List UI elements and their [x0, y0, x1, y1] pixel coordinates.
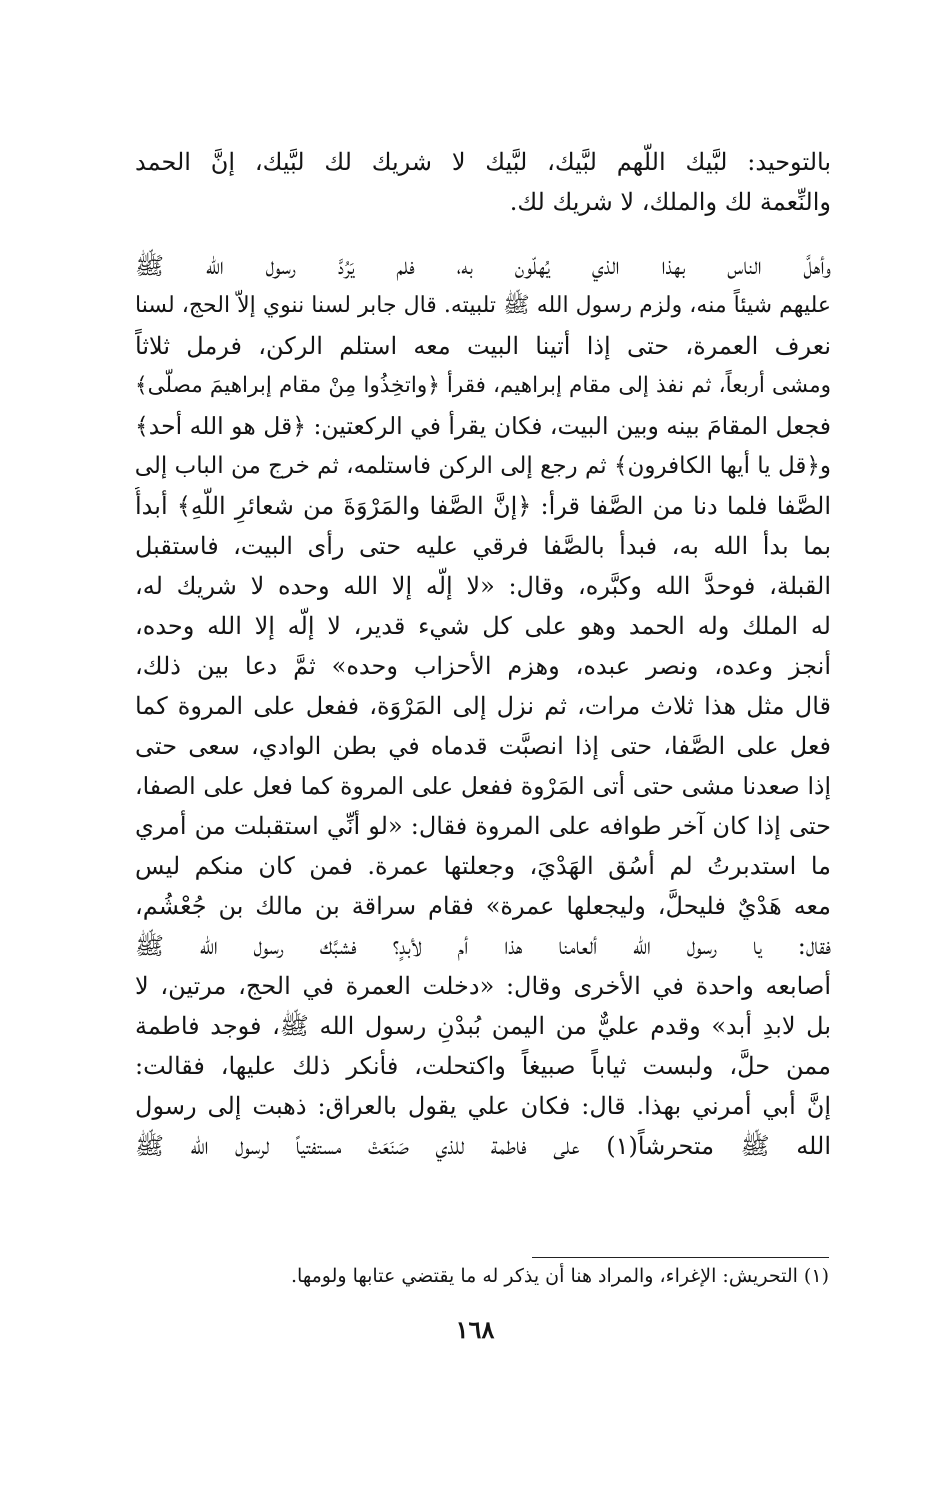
text-line: فقال: يا رسول الله ألعامنا هذا أم لأبدٍ؟ فشبَّك رسول الله ﷺ — [135, 932, 831, 960]
text-line: بالتوحيد: لبَّيك اللّهم لبَّيك، لبَّيك لا شريك لك لبَّيك، إنَّ الحمد — [135, 148, 831, 176]
text-line: حتى إذا كان آخر طوافه على المروة فقال: «لو أنِّي استقبلت من أمري — [135, 812, 831, 840]
text-line: الصَّفا فلما دنا من الصَّفا قرأ: ﴿إنَّ الصَّفا والمَرْوَةَ من شعائرِ اللّهِ﴾ أبدأُ — [135, 492, 831, 520]
text-line: ممن حلَّ، ولبست ثياباً صبيغاً واكتحلت، فأنكر ذلك عليها، فقالت: — [135, 1052, 831, 1080]
text-line: والنِّعمة لك والملك، لا شريك لك. — [509, 188, 831, 216]
text-line: بل لابدِ أبد» وقدم عليٌّ من اليمن بُبدْنِ رسول الله ﷺ، فوجد فاطمة — [135, 1012, 831, 1040]
text-line: ما استدبرتُ لم أسُق الهَدْيَ، وجعلتها عمرة. فمن كان منكم ليس — [135, 852, 831, 880]
text-line: ومشى أربعاً، ثم نفذ إلى مقام إبراهيم، فقرأ ﴿واتخِذُوا مِنْ مقام إبراهيمَ مصلّى﴾ — [135, 373, 831, 398]
text-line: الله ﷺ متحرشاً(١) على فاطمة للذي صَنَعَتْ مستفتياً لرسول الله ﷺ — [135, 1132, 831, 1160]
text-line: بما بدأ الله به، فبدأ بالصَّفا فرقي عليه حتى رأى البيت، فاستقبل — [135, 532, 831, 560]
text-line: عليهم شيئاً منه، ولزم رسول الله ﷺ تلبيته. قال جابر لسنا ننوي إلاّ الحج، لسنا — [135, 293, 831, 318]
text-line: فجعل المقامَ بينه وبين البيت، فكان يقرأ في الركعتين: ﴿قل هو الله أحد﴾ — [135, 412, 831, 440]
footnote: (١) التحريش: الإغراء، والمراد هنا أن يذكر له ما يقتضي عتابها ولومها. — [291, 1265, 829, 1287]
text-line: أنجز وعده، ونصر عبده، وهزم الأحزاب وحده» ثمَّ دعا بين ذلك، — [135, 652, 831, 680]
text-line: القبلة، فوحدَّ الله وكبَّره، وقال: «لا إلّه إلا الله وحده لا شريك له، — [135, 572, 831, 600]
text-line: إنَّ أبي أمرني بهذا. قال: فكان علي يقول بالعراق: ذهبت إلى رسول — [135, 1092, 831, 1120]
text-line: أصابعه واحدة في الأخرى وقال: «دخلت العمرة في الحج، مرتين، لا — [135, 972, 831, 1000]
text-line: و﴿قل يا أيها الكافرون﴾ ثم رجع إلى الركن فاستلمه، ثم خرج من الباب إلى — [135, 453, 831, 479]
text-line: معه هَدْيٌ فليحلَّ، وليجعلها عمرة» فقام سراقة بن مالك بن جُعْشُم، — [135, 892, 831, 920]
text-line: فعل على الصَّفا، حتى إذا انصبَّت قدماه في بطن الوادي، سعى حتى — [135, 732, 831, 760]
text-line: نعرف العمرة، حتى إذا أتينا البيت معه استلم الركن، فرمل ثلاثاً — [135, 332, 831, 360]
text-line: إذا صعدنا مشى حتى أتى المَرْوة ففعل على المروة كما فعل على الصفا، — [135, 772, 831, 800]
text-line: وأهلَّ الناس بهذا الذي يُهلّون به، فلم يَرُدَّ رسول الله ﷺ — [135, 252, 831, 280]
page-number: ١٦٨ — [455, 1315, 495, 1344]
text-line: له الملك وله الحمد وهو على كل شيء قدير، لا إلّه إلا الله وحده، — [135, 612, 831, 640]
footnote-separator — [532, 1257, 829, 1258]
text-line: قال مثل هذا ثلاث مرات، ثم نزل إلى المَرْوَة، ففعل على المروة كما — [135, 692, 831, 720]
